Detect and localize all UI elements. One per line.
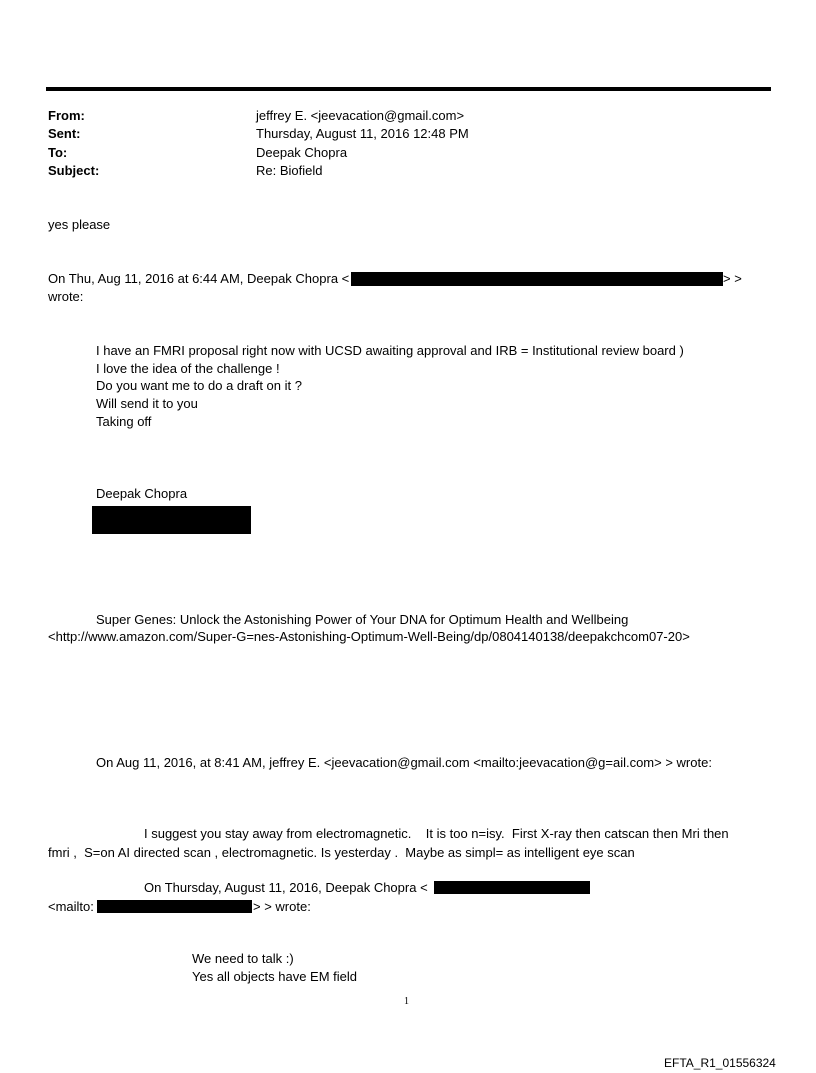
book-link: <http://www.amazon.com/Super-G=nes-Astonishing-Optimum-Well-Being/dp/0804140138/deepakchcom07-20> [48, 629, 690, 644]
q3-line: Yes all objects have EM field [192, 969, 358, 984]
from-label: From: [48, 108, 85, 123]
redaction-email-2 [434, 881, 590, 894]
from-value: jeffrey E. <jeevacation@gmail.com> [256, 108, 465, 123]
q1-line: I have an FMRI proposal right now with UCSD awaiting approval and IRB = Institutional review board ) [96, 343, 684, 358]
quote1-intro-end: > > [723, 271, 742, 286]
q2-line: I suggest you stay away from electromagnetic. It is too n=isy. First X-ray then catscan then Mri then [144, 826, 729, 841]
reply-text: yes please [48, 217, 111, 232]
q2-line: fmri , S=on AI directed scan , electromagnetic. Is yesterday . Maybe as simpl= as intelligent eye scan [48, 845, 635, 860]
header-rule [46, 87, 771, 91]
quote3-wrote: > > wrote: [253, 899, 311, 914]
redaction-signature [92, 506, 251, 534]
quote1-intro: On Thu, Aug 11, 2016 at 6:44 AM, Deepak Chopra < [48, 271, 350, 286]
q1-line: I love the idea of the challenge ! [96, 361, 280, 376]
signature-name: Deepak Chopra [96, 486, 188, 501]
sent-label: Sent: [48, 126, 81, 141]
quote2-intro: On Aug 11, 2016, at 8:41 AM, jeffrey E. <jeevacation@gmail.com <mailto:jeevacation@g=ail.com> > wrote: [96, 755, 712, 770]
quote3-mailto: <mailto: [48, 899, 94, 914]
document-id: EFTA_R1_01556324 [664, 1056, 776, 1070]
redaction-email-3 [97, 900, 252, 913]
q1-line: Do you want me to do a draft on it ? [96, 378, 302, 393]
q1-line: Taking off [96, 414, 152, 429]
subject-value: Re: Biofield [256, 163, 323, 178]
quote1-wrote: wrote: [48, 289, 84, 304]
to-value: Deepak Chopra [256, 145, 348, 160]
page-number: 1 [404, 996, 409, 1007]
q1-line: Will send it to you [96, 396, 198, 411]
sent-value: Thursday, August 11, 2016 12:48 PM [256, 126, 469, 141]
book-title: Super Genes: Unlock the Astonishing Power of Your DNA for Optimum Health and Wellbeing [96, 612, 629, 627]
subject-label: Subject: [48, 163, 100, 178]
redaction-email-1 [351, 272, 723, 286]
to-label: To: [48, 145, 68, 160]
q3-line: We need to talk :) [192, 951, 294, 966]
quote3-intro: On Thursday, August 11, 2016, Deepak Chopra < [144, 880, 428, 895]
